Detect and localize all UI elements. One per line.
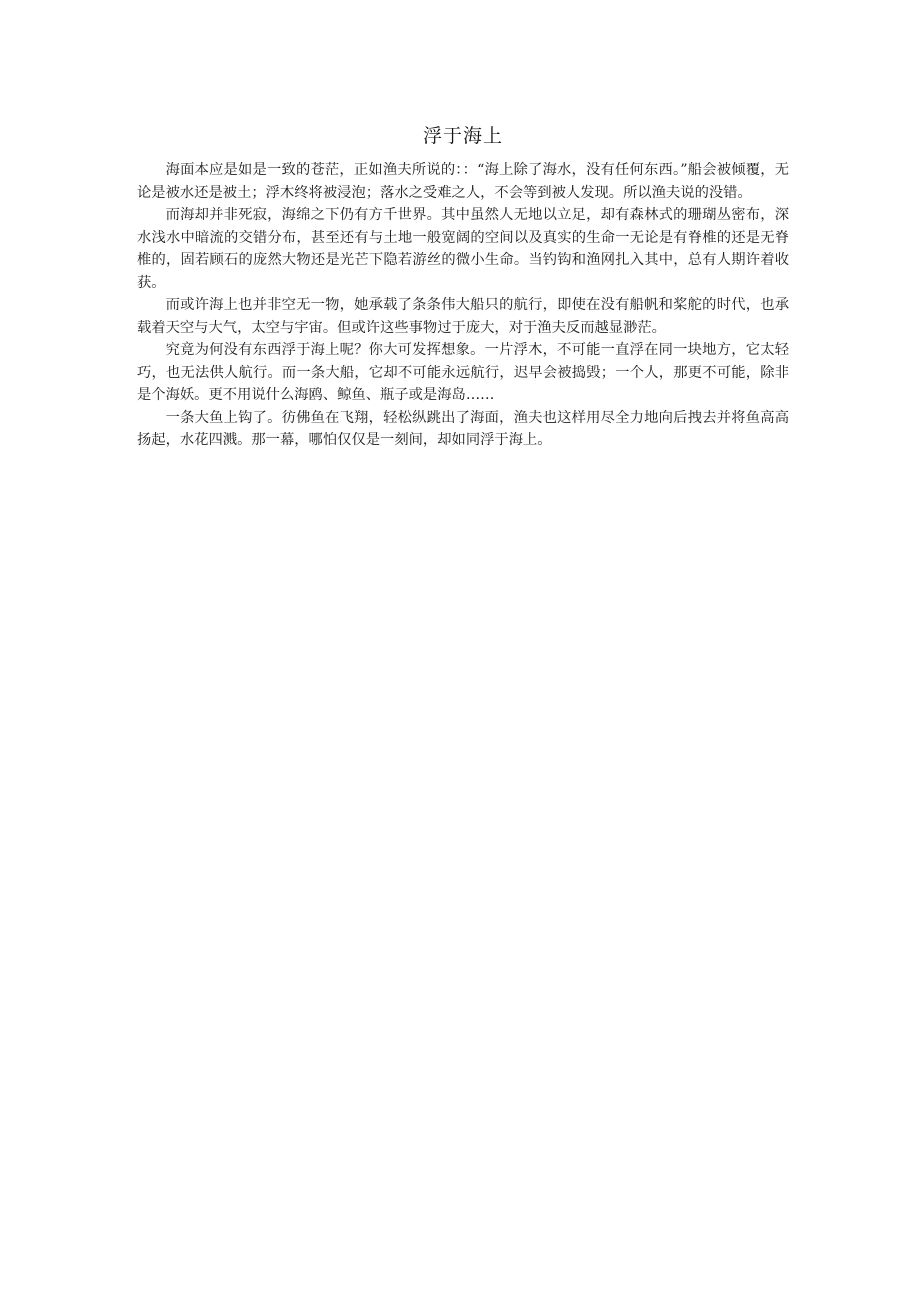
document-body xyxy=(137,123,789,452)
paragraph-3: 而或许海上也并非空无一物，她承载了条条伟大船只的航行，即使在没有船帆和桨舵的时代，也承载着天空与大气，太空与宇宙。但或许这些事物过于庞大，对于渔夫反而越显渺茫。 xyxy=(137,297,789,336)
paragraph-5: 一条大鱼上钩了。彷佛鱼在飞翔，轻松纵跳出了海面，渔夫也这样用尽全力地向后拽去并将鱼高高扬起，水花四溅。那一幕，哪怕仅仅是一刻间，却如同浮于海上。 xyxy=(137,409,789,448)
document-title: 浮于海上 xyxy=(422,125,503,147)
paragraph-4: 究竟为何没有东西浮于海上呢？你大可发挥想象。一片浮木，不可能一直浮在同一块地方，它太轻巧，也无法供人航行。而一条大船，它却不可能永远航行，迟早会被捣毁；一个人，那更不可能，除非是个海妖。更不用说什么海鸥、鲸鱼、瓶子或是海岛…… xyxy=(137,342,789,403)
paragraph-2: 而海却并非死寂，海绵之下仍有方千世界。其中虽然人无地以立足，却有森林式的珊瑚丛密布，深水浅水中暗流的交错分布，甚至还有与土地一般宽阔的空间以及真实的生命一无论是有脊椎的还是无脊椎的，固若顾石的庞然大物还是光芒下隐若游丝的微小生命。当钓钩和渔网扎入其中，总有人期许着收获。 xyxy=(137,207,789,291)
paragraph-1: 海面本应是如是一致的苍茫，正如渔夫所说的：：“海上除了海水，没有任何东西。”船会被倾覆，无论是被水还是被土；浮木终将被浸泡；落水之受难之人，不会等到被人发现。所以渔夫说的没错。 xyxy=(137,162,789,201)
